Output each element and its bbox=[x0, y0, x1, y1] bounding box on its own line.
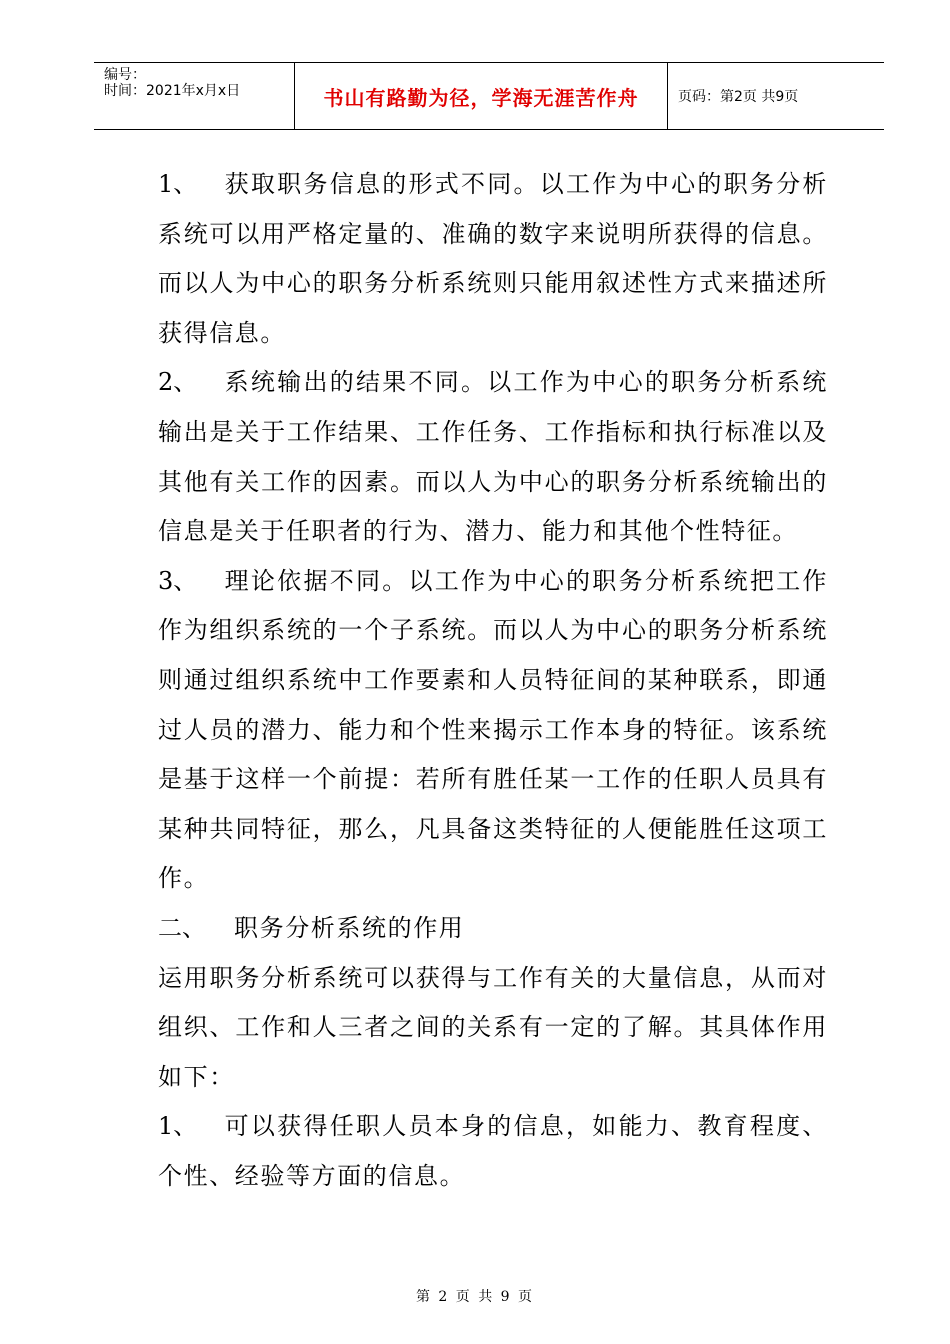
section-number: 二、 bbox=[158, 913, 206, 942]
paragraph-intro bbox=[158, 954, 828, 1103]
date-label: 时间：2021年x月x日 bbox=[104, 83, 241, 99]
header-page-info: 页码：第2页 共9页 bbox=[678, 89, 799, 105]
paragraph-3 bbox=[158, 557, 828, 904]
paragraph-2 bbox=[158, 358, 828, 556]
section-title: 职务分析系统的作用 bbox=[234, 913, 465, 942]
paragraph-number: 1、 bbox=[158, 1112, 198, 1141]
paragraph-number: 3、 bbox=[158, 566, 198, 595]
paragraph-1 bbox=[158, 160, 828, 358]
section-heading bbox=[158, 904, 828, 954]
paragraph-4 bbox=[158, 1102, 828, 1201]
paragraph-text: 系统输出的结果不同。以工作为中心的职务分析系统输出是关于工作结果、工作任务、工作指标和执行标准以及其他有关工作的因素。而以人为中心的职务分析系统输出的信息是关于任职者的行为、潜力、能力和其他个性特征。 bbox=[158, 368, 828, 546]
header-motto: 书山有路勤为径，学海无涯苦作舟 bbox=[295, 63, 668, 129]
page-footer: 第 2 页 共 9 页 bbox=[415, 1289, 535, 1305]
paragraph-number: 2、 bbox=[158, 368, 198, 397]
paragraph-text: 理论依据不同。以工作为中心的职务分析系统把工作作为组织系统的一个子系统。而以人为中心的职务分析系统则通过组织系统中工作要素和人员特征间的某种联系，即通过人员的潜力、能力和个性来揭示工作本身的特征。该系统是基于这样一个前提：若所有胜任某一工作的任职人员具有某种共同特征，那么，凡具备这类特征的人便能胜任这项工作。 bbox=[158, 566, 828, 893]
paragraph-text: 可以获得任职人员本身的信息，如能力、教育程度、个性、经验等方面的信息。 bbox=[158, 1112, 828, 1190]
paragraph-text: 获取职务信息的形式不同。以工作为中心的职务分析系统可以用严格定量的、准确的数字来说明所获得的信息。而以人为中心的职务分析系统则只能用叙述性方式来描述所获得信息。 bbox=[158, 170, 828, 347]
serial-number-label: 编号： bbox=[104, 67, 146, 83]
header-meta bbox=[94, 63, 295, 129]
paragraph-number: 1、 bbox=[158, 170, 198, 198]
paragraph-text: 运用职务分析系统可以获得与工作有关的大量信息，从而对组织、工作和人三者之间的关系有一定的了解。其具体作用如下： bbox=[158, 963, 828, 1091]
document-body bbox=[158, 160, 828, 1201]
page-header bbox=[94, 62, 884, 130]
